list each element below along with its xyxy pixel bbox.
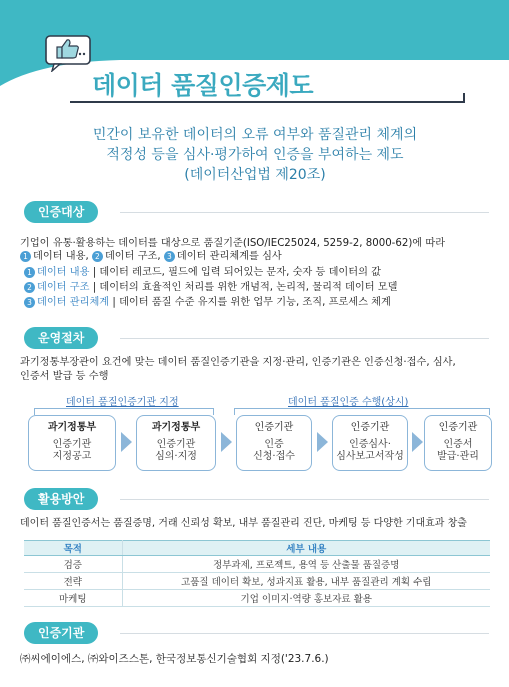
intro-line-3: (데이터산업법 제20조) <box>184 167 326 183</box>
list-item-desc: 데이터 품질 수준 유지를 위한 업무 기능, 조직, 프로세스 체계 <box>119 297 391 308</box>
section-divider <box>120 212 489 213</box>
institutions-list: ㈜씨에이에스, ㈜와이즈스톤, 한국정보통신기술협회 지정('23.7.6.) <box>20 653 329 665</box>
number-badge: 1 <box>20 251 31 262</box>
target-item-text: 데이터 내용, <box>33 251 89 262</box>
section-divider <box>120 338 489 339</box>
table-cell-details: 기업 이미지·역량 홍보자료 활용 <box>122 590 490 607</box>
flow-step-line-1: 인증기관 <box>156 439 196 450</box>
number-badge: 2 <box>92 251 103 262</box>
list-item-desc: 데이터의 효율적인 처리를 위한 개념적, 논리적, 물리적 데이터 모델 <box>99 282 398 293</box>
flow-step-2 <box>136 415 216 471</box>
flow-arrow <box>221 432 232 452</box>
flow-step-5 <box>424 415 492 471</box>
flow-group-bracket <box>234 408 490 414</box>
flow-step-line-1: 인증심사· <box>349 439 391 450</box>
flow-group-label-designation: 데이터 품질인증기관 지정 <box>66 397 179 408</box>
usage-desc: 데이터 품질인증서는 품질증명, 거래 신뢰성 확보, 내부 품질관리 진단, 마케팅 등 다양한 기대효과 창출 <box>20 518 467 529</box>
table-header-purpose: 목적 <box>24 541 122 556</box>
flow-step-line-2: 심의·지정 <box>155 451 197 462</box>
flow-step-title: 인증기관 <box>254 422 294 433</box>
table-header-details: 세부 내용 <box>122 541 490 556</box>
thumbs-up-speech-bubble-icon <box>44 32 96 72</box>
number-badge: 3 <box>164 251 175 262</box>
list-item <box>24 281 397 295</box>
section-heading-usage: 활용방안 <box>24 488 98 510</box>
list-item <box>24 266 381 280</box>
flow-step-line-1: 인증 <box>264 439 284 450</box>
section-heading-procedure: 운영절차 <box>24 327 98 349</box>
list-item-term: 데이터 내용 <box>37 267 90 278</box>
target-item-text: 데이터 구조, <box>104 251 161 262</box>
section-heading-institutions: 인증기관 <box>24 622 98 644</box>
section-divider <box>120 633 489 634</box>
flow-step-1 <box>28 415 116 471</box>
target-desc-line-2 <box>20 250 282 264</box>
flow-step-line-2: 신청·접수 <box>253 451 295 462</box>
number-badge: 3 <box>24 297 35 308</box>
target-item-text: 데이터 관리체계를 심사 <box>176 251 282 262</box>
flow-step-title: 과기정통부 <box>151 422 201 433</box>
flow-step-title: 과기정통부 <box>47 422 97 433</box>
table-cell-purpose: 전략 <box>24 573 122 590</box>
flow-step-3 <box>236 415 312 471</box>
table-cell-purpose: 마케팅 <box>24 590 122 607</box>
table-row <box>24 556 490 573</box>
table-cell-purpose: 검증 <box>24 556 122 573</box>
list-item-divider: | <box>89 267 100 278</box>
flow-arrow <box>412 432 423 452</box>
flow-step-title: 인증기관 <box>350 422 390 433</box>
list-item-divider: | <box>109 297 120 308</box>
list-item-desc: 데이터 레코드, 필드에 입력 되어있는 문자, 숫자 등 데이터의 값 <box>99 267 382 278</box>
flow-step-line-1: 인증서 <box>443 439 473 450</box>
number-badge: 2 <box>24 282 35 293</box>
page-title: 데이터 품질인증제도 <box>92 71 314 100</box>
flow-step-title: 인증기관 <box>438 422 478 433</box>
title-underline <box>70 101 465 103</box>
usage-table <box>24 540 490 607</box>
section-divider <box>120 499 489 500</box>
table-row <box>24 590 490 607</box>
list-item <box>24 296 391 310</box>
intro-line-2: 적정성 등을 심사·평가하여 인증을 부여하는 제도 <box>106 147 404 163</box>
intro-text <box>40 125 470 185</box>
list-item-term: 데이터 구조 <box>37 282 90 293</box>
flow-arrow <box>121 432 132 452</box>
flow-group-bracket <box>34 408 214 414</box>
section-heading-target: 인증대상 <box>24 201 98 223</box>
procedure-desc-line-2: 인증서 발급 등 수행 <box>20 371 109 382</box>
flow-step-line-2: 발급·관리 <box>437 451 479 462</box>
target-desc-line-1: 기업이 유통·활용하는 데이터를 대상으로 품질기준(ISO/IEC25024, 5259-2, 8000-62)에 따라 <box>20 238 446 249</box>
table-cell-details: 정부과제, 프로젝트, 용역 등 산출물 품질증명 <box>122 556 490 573</box>
list-item-term: 데이터 관리체계 <box>37 297 110 308</box>
flow-step-line-1: 인증기관 <box>52 439 92 450</box>
flow-group-label-certification: 데이터 품질인증 수행(상시) <box>288 397 409 408</box>
table-header-row <box>24 541 490 556</box>
flow-step-line-2: 심사보고서작성 <box>336 451 404 462</box>
table-cell-details: 고품질 데이터 확보, 성과지표 활용, 내부 품질관리 계획 수립 <box>122 573 490 590</box>
number-badge: 1 <box>24 267 35 278</box>
flow-step-line-2: 지정공고 <box>52 451 92 462</box>
list-item-divider: | <box>89 282 100 293</box>
procedure-desc-line-1: 과기정통부장관이 요건에 맞는 데이터 품질인증기관을 지정·관리, 인증기관은 인증신청·접수, 심사, <box>20 357 456 368</box>
flow-arrow <box>317 432 328 452</box>
flow-step-4 <box>332 415 408 471</box>
intro-line-1: 민간이 보유한 데이터의 오류 여부와 품질관리 체계의 <box>92 127 418 143</box>
table-row <box>24 573 490 590</box>
